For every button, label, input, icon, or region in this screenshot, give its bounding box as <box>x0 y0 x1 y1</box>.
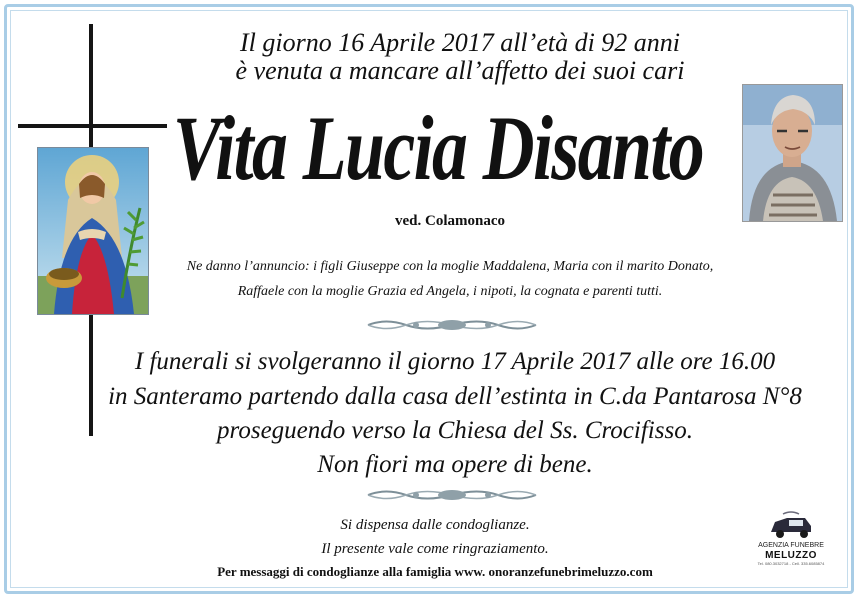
agency-logo <box>751 510 831 572</box>
funeral-line-2: in Santeramo partendo dalla casa dell’estinta in C.da Pantarosa N°8 <box>108 383 802 410</box>
family-announcement-line-1: Ne danno l’annuncio: i figli Giuseppe con la moglie Maddalena, Maria con il marito Donato, <box>186 259 714 274</box>
deceased-portrait-image <box>742 84 843 222</box>
closing-line-2: Il presente vale come ringraziamento. <box>321 541 549 557</box>
condolence-contact: Per messaggi di condoglianze alla famiglia www. onoranzefunebrimeluzzo.com <box>217 564 653 579</box>
intro-line-2: è venuta a mancare all’affetto dei suoi cari <box>235 56 685 85</box>
intro-line-1: Il giorno 16 Aprile 2017 all’età di 92 anni <box>239 28 681 57</box>
agency-phone: Tel. 080.3032718 - Cell. 335.6085874 <box>757 561 825 566</box>
funeral-line-4: Non fiori ma opere di bene. <box>317 451 593 478</box>
funeral-line-3: proseguendo verso la Chiesa del Ss. Crocifisso. <box>217 417 693 444</box>
ornament-divider-top <box>366 317 538 333</box>
widow-of: ved. Colamonaco <box>395 213 505 229</box>
deceased-portrait-icon <box>743 85 842 221</box>
deceased-name: Vita Lucia Disanto <box>172 97 704 199</box>
agency-name: MELUZZO <box>765 550 817 561</box>
hearse-icon <box>767 510 815 542</box>
ornament-divider-bottom <box>366 487 538 503</box>
family-announcement-line-2: Raffaele con la moglie Grazia ed Angela, i nipoti, la cognata e parenti tutti. <box>237 284 663 299</box>
funeral-line-1: I funerali si svolgeranno il giorno 17 Aprile 2017 alle ore 16.00 <box>134 348 776 375</box>
closing-line-1: Si dispensa dalle condoglianze. <box>340 517 530 533</box>
agency-label: AGENZIA FUNEBRE <box>758 542 824 549</box>
cross-horizontal-bar <box>18 124 167 128</box>
